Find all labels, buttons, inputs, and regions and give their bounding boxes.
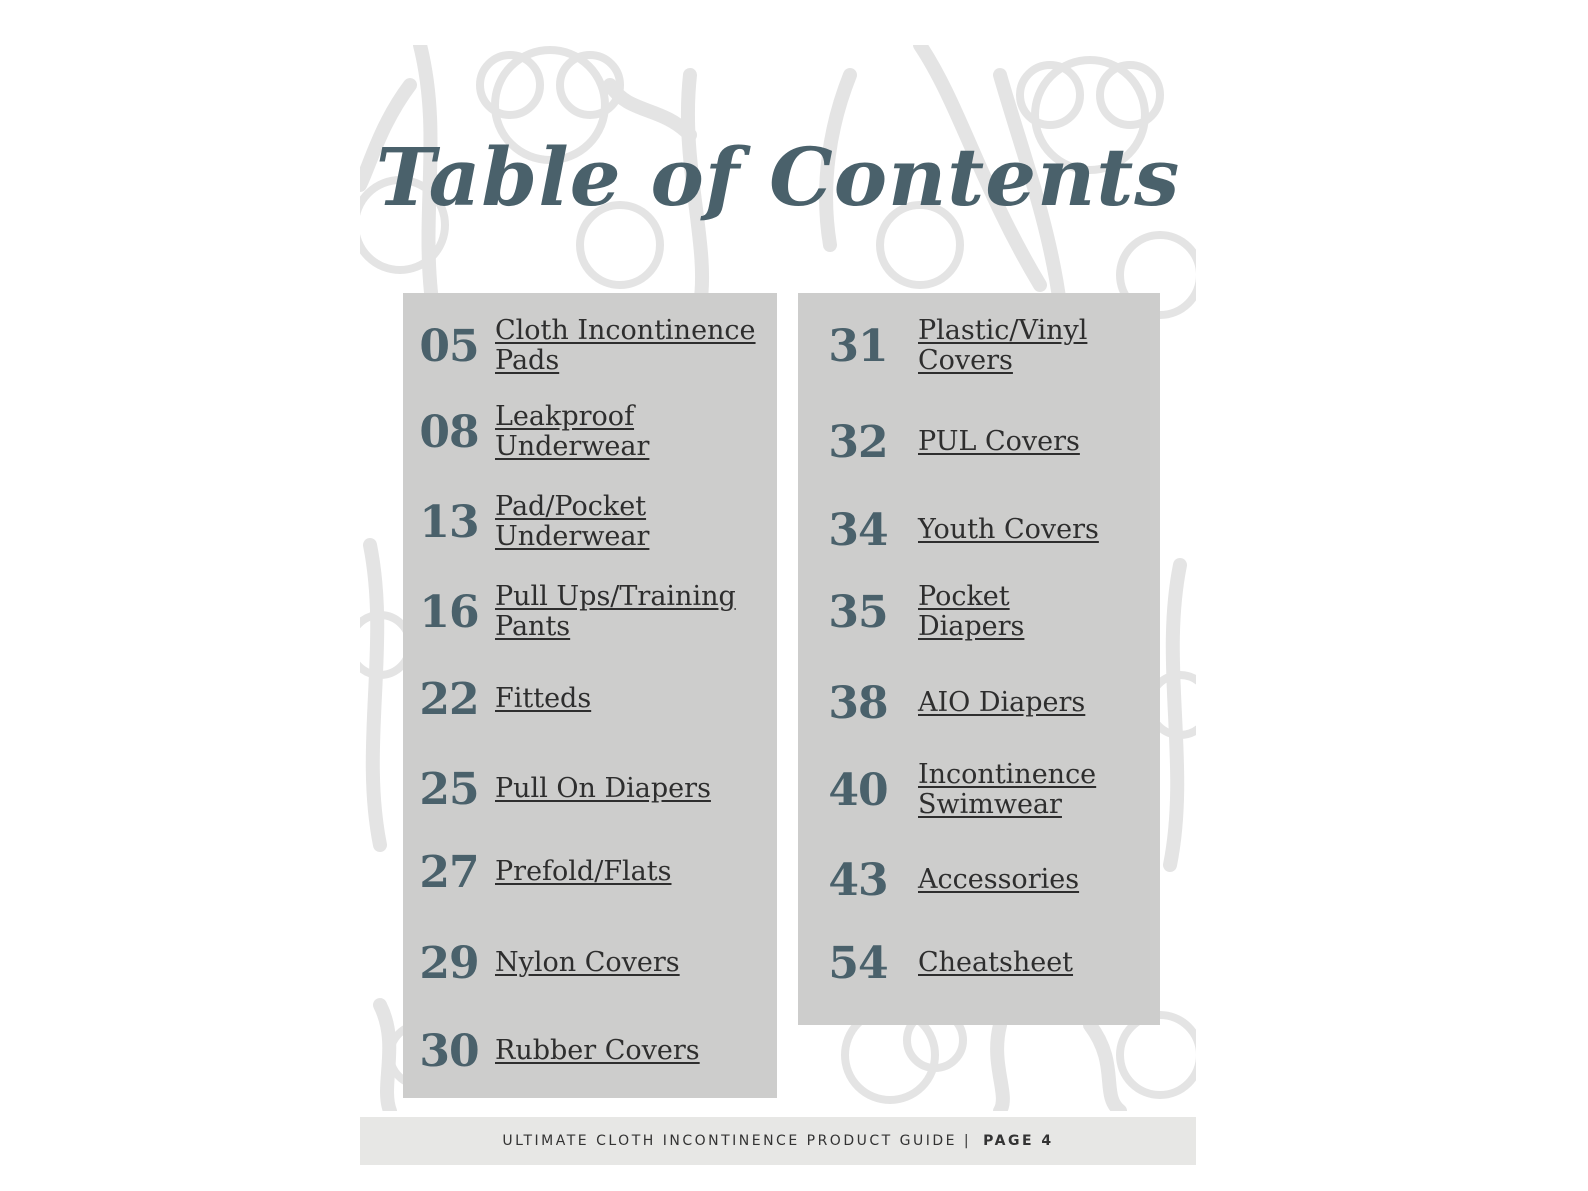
toc-page-number: 34: [828, 504, 888, 556]
document-page: [360, 45, 1196, 1165]
page-footer: [360, 1117, 1196, 1165]
toc-entry-link[interactable]: Cloth Incontinence Pads: [495, 315, 756, 376]
toc-entry[interactable]: [798, 928, 1160, 998]
toc-page-number: 29: [419, 937, 479, 989]
toc-entry[interactable]: [403, 397, 777, 467]
toc-page-number: 08: [419, 406, 479, 458]
toc-entry-link[interactable]: Rubber Covers: [495, 1035, 700, 1066]
toc-entry-link[interactable]: Plastic/Vinyl Covers: [918, 315, 1088, 376]
toc-page-number: 38: [828, 677, 888, 729]
toc-page-number: 25: [419, 763, 479, 815]
toc-entry-link[interactable]: Pull Ups/Training Pants: [495, 581, 736, 642]
toc-entry-link[interactable]: Pad/Pocket Underwear: [495, 491, 650, 552]
toc-page-number: 16: [419, 586, 479, 638]
toc-page-number: 30: [419, 1025, 479, 1077]
toc-entry-link[interactable]: Incontinence Swimwear: [918, 759, 1097, 820]
footer-page-number: PAGE 4: [983, 1133, 1054, 1149]
toc-entry[interactable]: [403, 754, 777, 824]
page-title: Table of Contents: [375, 130, 1181, 224]
toc-entry-link[interactable]: AIO Diapers: [918, 687, 1086, 718]
toc-entry[interactable]: [798, 495, 1160, 565]
toc-page-number: 05: [419, 320, 479, 372]
toc-entry-link[interactable]: Leakproof Underwear: [495, 401, 650, 462]
toc-entry[interactable]: [798, 755, 1160, 825]
toc-entry-link[interactable]: Cheatsheet: [918, 947, 1074, 978]
toc-entry[interactable]: [403, 487, 777, 557]
toc-entry-link[interactable]: Youth Covers: [918, 514, 1099, 545]
toc-page-number: 35: [828, 586, 888, 638]
toc-entry[interactable]: [798, 845, 1160, 915]
toc-entry[interactable]: [403, 664, 777, 734]
toc-entry-link[interactable]: Pull On Diapers: [495, 773, 711, 804]
toc-entry[interactable]: [798, 577, 1160, 647]
toc-entry-link[interactable]: Accessories: [918, 864, 1080, 895]
toc-entry-link[interactable]: Prefold/Flats: [495, 856, 672, 887]
toc-right-column: [798, 293, 1160, 1025]
toc-entry[interactable]: [403, 928, 777, 998]
toc-entry-link[interactable]: Pocket Diapers: [918, 581, 1025, 642]
toc-entry-link[interactable]: PUL Covers: [918, 426, 1080, 457]
toc-left-column: [403, 293, 777, 1098]
toc-entry[interactable]: [403, 577, 777, 647]
toc-entry-link[interactable]: Fitteds: [495, 683, 592, 714]
toc-page-number: 22: [419, 673, 479, 725]
footer-guide-title: ULTIMATE CLOTH INCONTINENCE PRODUCT GUIDE |: [502, 1133, 972, 1149]
toc-page-number: 13: [419, 496, 479, 548]
toc-entry[interactable]: [798, 668, 1160, 738]
toc-page-number: 40: [828, 764, 888, 816]
toc-page-number: 31: [828, 320, 888, 372]
toc-entry[interactable]: [403, 311, 777, 381]
toc-page-number: 43: [828, 854, 888, 906]
toc-entry[interactable]: [403, 837, 777, 907]
toc-page-number: 27: [419, 846, 479, 898]
toc-entry[interactable]: [403, 1016, 777, 1086]
toc-page-number: 32: [828, 416, 888, 468]
toc-page-number: 54: [828, 937, 888, 989]
toc-entry[interactable]: [798, 407, 1160, 477]
toc-entry[interactable]: [798, 311, 1160, 381]
toc-entry-link[interactable]: Nylon Covers: [495, 947, 680, 978]
